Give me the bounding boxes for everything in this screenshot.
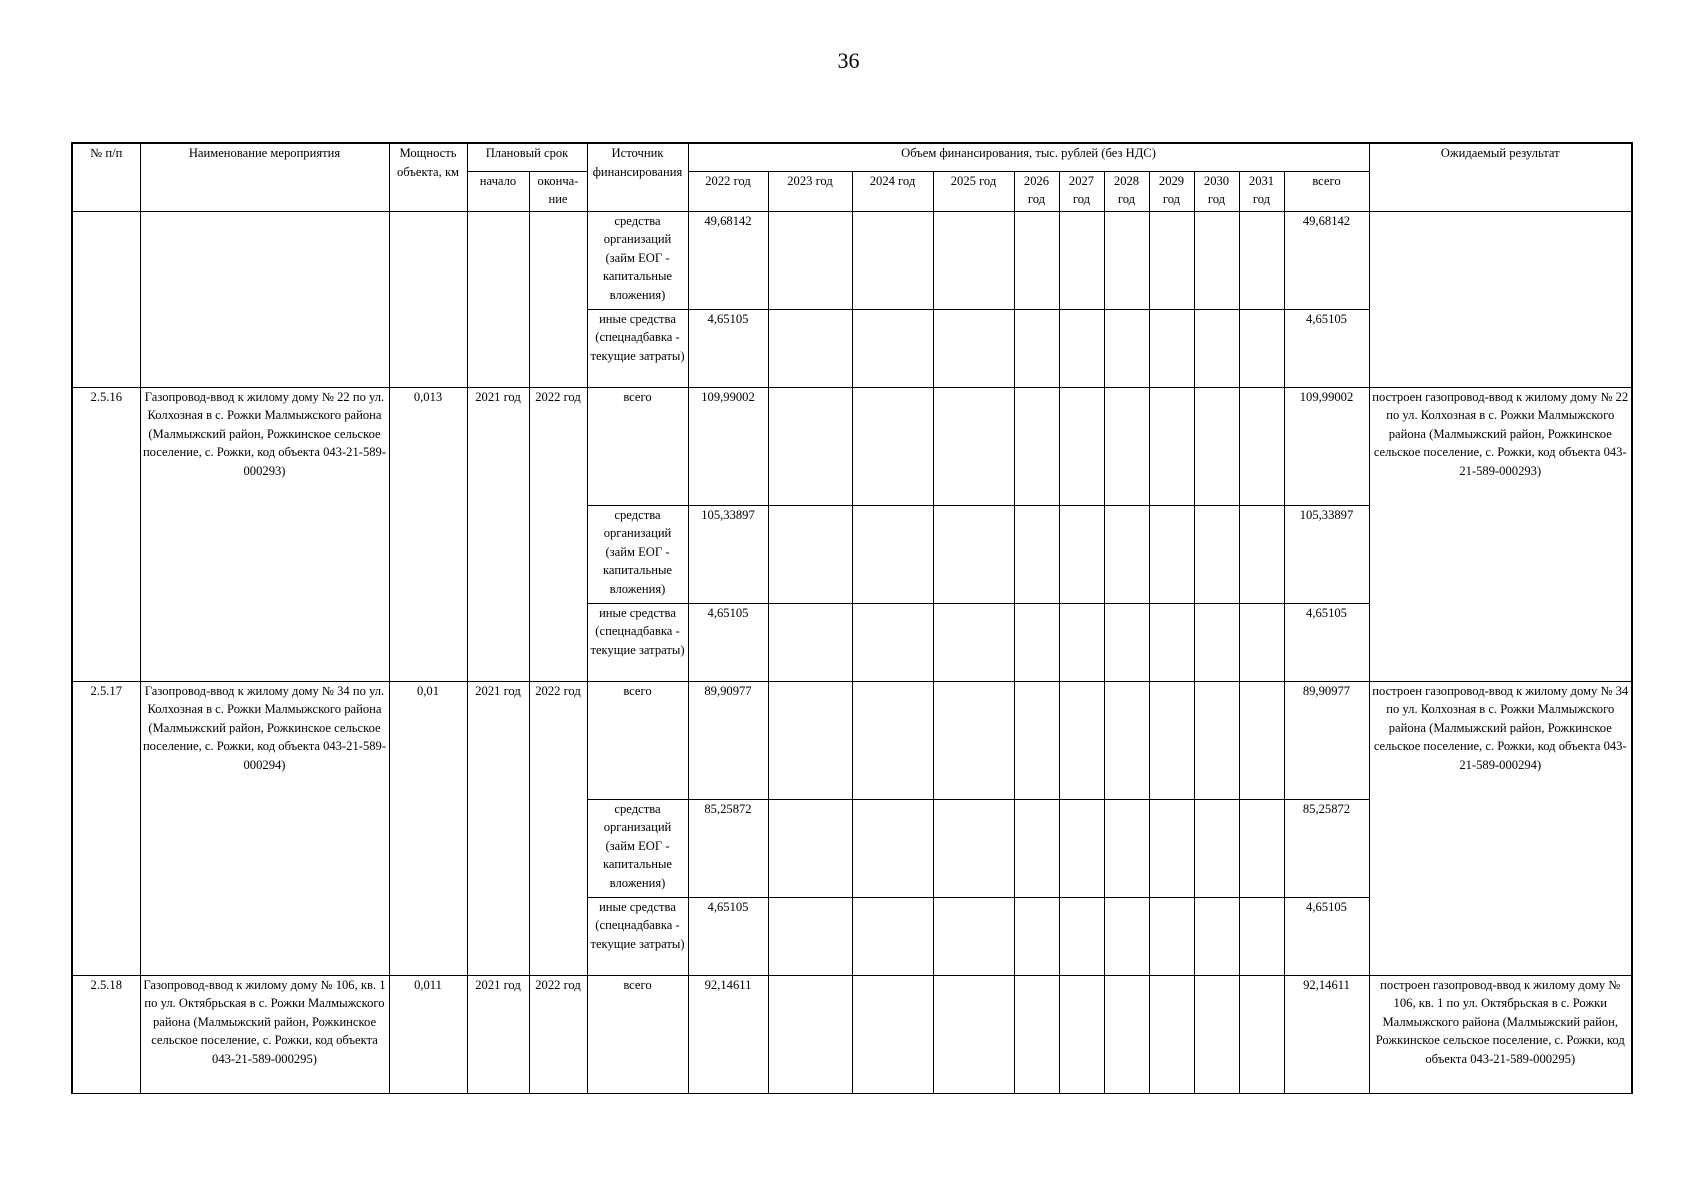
value-total: 92,14611	[1284, 975, 1369, 1093]
value-total: 4,65105	[1284, 897, 1369, 975]
header-no: № п/п	[72, 143, 140, 211]
funding-table	[71, 142, 1633, 1094]
source-cell: всего	[587, 681, 688, 799]
row-end: 2022 год	[529, 975, 587, 1093]
row-capacity: 0,011	[389, 975, 467, 1093]
value-2022: 105,33897	[688, 505, 768, 603]
row-start: 2021 год	[467, 387, 529, 681]
source-cell: всего	[587, 387, 688, 505]
header-name: Наименование мероприятия	[140, 143, 389, 211]
row-number: 2.5.16	[72, 387, 140, 681]
value-total: 85,25872	[1284, 799, 1369, 897]
header-funding: Объем финансирования, тыс. рублей (без НДС)	[688, 143, 1369, 171]
value-2022: 89,90977	[688, 681, 768, 799]
source-cell: иные средства (спецнадбавка - текущие затраты)	[587, 897, 688, 975]
header-source: Источник финансирования	[587, 143, 688, 211]
row-end: 2022 год	[529, 681, 587, 975]
row-number: 2.5.17	[72, 681, 140, 975]
header-year: 2031 год	[1239, 171, 1284, 211]
source-cell: средства организаций (займ ЕОГ - капитальные вложения)	[587, 799, 688, 897]
page-number: 36	[837, 48, 860, 73]
value-total: 4,65105	[1284, 309, 1369, 387]
value-total: 89,90977	[1284, 681, 1369, 799]
header-year: 2027 год	[1059, 171, 1104, 211]
row-name: Газопровод-ввод к жилому дому № 106, кв. 1 по ул. Октябрьская в с. Рожки Малмыжского района (Малмыжский район, Рожкинское сельское поселение, с. Рожки, код объекта 043-21-589-000295)	[140, 975, 389, 1093]
row-number: 2.5.18	[72, 975, 140, 1093]
header-total: всего	[1284, 171, 1369, 211]
value-2022: 49,68142	[688, 211, 768, 309]
header-term: Плановый срок	[467, 143, 587, 171]
row-capacity: 0,013	[389, 387, 467, 681]
source-cell: средства организаций (займ ЕОГ - капитальные вложения)	[587, 211, 688, 309]
row-start: 2021 год	[467, 681, 529, 975]
header-year: 2023 год	[768, 171, 852, 211]
header-year: 2025 год	[933, 171, 1014, 211]
row-result: построен газопровод-ввод к жилому дому № 34 по ул. Колхозная в с. Рожки Малмыжского района (Малмыжский район, Рожкинское сельское поселение, с. Рожки, код объекта 043-21-589-000294)	[1369, 681, 1632, 975]
value-2022: 4,65105	[688, 897, 768, 975]
value-2022: 109,99002	[688, 387, 768, 505]
source-cell: иные средства (спецнадбавка - текущие затраты)	[587, 603, 688, 681]
value-2022: 92,14611	[688, 975, 768, 1093]
row-result: построен газопровод-ввод к жилому дому № 22 по ул. Колхозная в с. Рожки Малмыжского района (Малмыжский район, Рожкинское сельское поселение, с. Рожки, код объекта 043-21-589-000293)	[1369, 387, 1632, 681]
table-row	[72, 681, 1632, 799]
source-cell: средства организаций (займ ЕОГ - капитальные вложения)	[587, 505, 688, 603]
header-year: 2024 год	[852, 171, 933, 211]
header-result: Ожидаемый результат	[1369, 143, 1632, 211]
row-result: построен газопровод-ввод к жилому дому № 106, кв. 1 по ул. Октябрьская в с. Рожки Малмыжского района (Малмыжский район, Рожкинское сельское поселение, с. Рожки, код объекта 043-21-589-000295)	[1369, 975, 1632, 1093]
header-capacity: Мощность объекта, км	[389, 143, 467, 211]
header-year: 2029 год	[1149, 171, 1194, 211]
row-start: 2021 год	[467, 975, 529, 1093]
value-2022: 4,65105	[688, 603, 768, 681]
value-total: 109,99002	[1284, 387, 1369, 505]
header-term-start: начало	[467, 171, 529, 211]
source-cell: всего	[587, 975, 688, 1093]
table-row	[72, 211, 1632, 309]
value-2022: 4,65105	[688, 309, 768, 387]
header-year: 2026 год	[1014, 171, 1059, 211]
row-name: Газопровод-ввод к жилому дому № 34 по ул. Колхозная в с. Рожки Малмыжского района (Малмыжский район, Рожкинское сельское поселение, с. Рожки, код объекта 043-21-589-000294)	[140, 681, 389, 975]
table-row	[72, 387, 1632, 505]
source-cell: иные средства (спецнадбавка - текущие затраты)	[587, 309, 688, 387]
header-year: 2030 год	[1194, 171, 1239, 211]
row-capacity: 0,01	[389, 681, 467, 975]
row-end: 2022 год	[529, 387, 587, 681]
value-total: 49,68142	[1284, 211, 1369, 309]
row-name: Газопровод-ввод к жилому дому № 22 по ул. Колхозная в с. Рожки Малмыжского района (Малмыжский район, Рожкинское сельское поселение, с. Рожки, код объекта 043-21-589-000293)	[140, 387, 389, 681]
header-year: 2022 год	[688, 171, 768, 211]
value-total: 4,65105	[1284, 603, 1369, 681]
header-year: 2028 год	[1104, 171, 1149, 211]
value-total: 105,33897	[1284, 505, 1369, 603]
value-2022: 85,25872	[688, 799, 768, 897]
header-term-end: оконча-ние	[529, 171, 587, 211]
table-row	[72, 975, 1632, 1093]
